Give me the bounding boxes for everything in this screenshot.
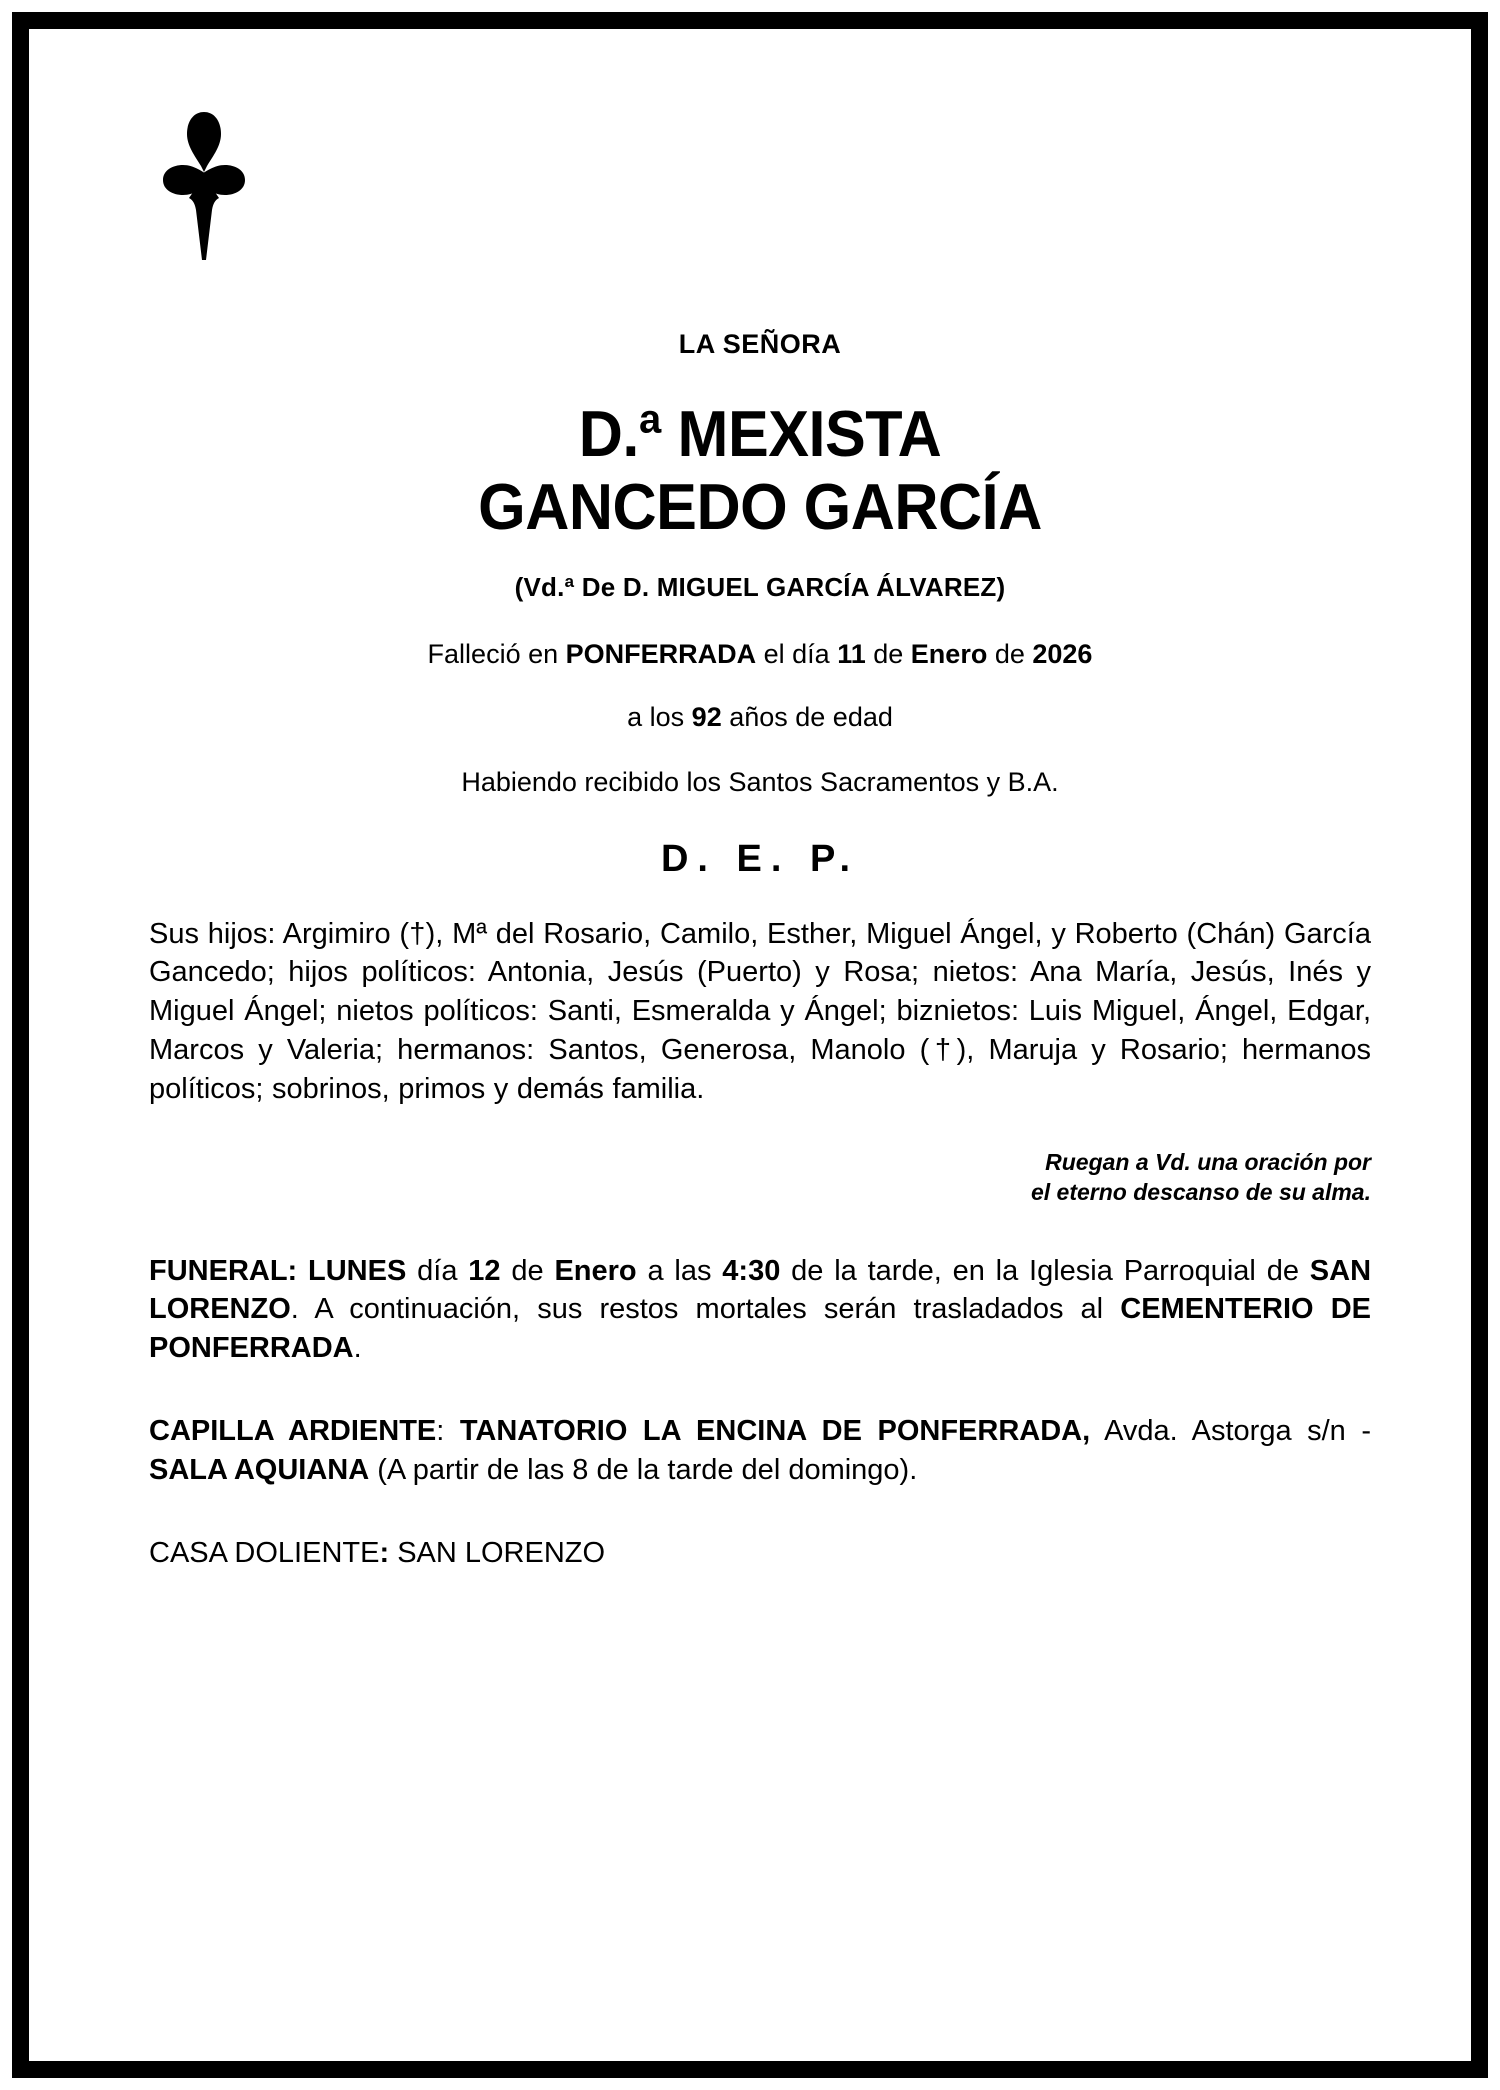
prayer-request (149, 1147, 1371, 1208)
death-month: Enero (910, 638, 988, 669)
wake-paragraph (149, 1412, 1371, 1490)
cross-of-santiago-icon (149, 104, 259, 264)
funeral-month: Enero (554, 1254, 637, 1287)
death-de-2: de (987, 638, 1033, 669)
age-prefix: a los (627, 701, 692, 732)
deceased-name-line-2: GANCEDO GARCÍA (478, 469, 1042, 543)
age-suffix: años de edad (721, 701, 893, 732)
age-value: 92 (691, 701, 722, 732)
death-day: 11 (837, 638, 866, 669)
page-border-frame (12, 12, 1488, 2078)
funeral-t1: día (406, 1254, 469, 1287)
family-paragraph: Sus hijos: Argimiro (†), Mª del Rosario, Camilo, Esther, Miguel Ángel, y Roberto (Chán) García Gancedo; hijos políticos: Antonia, Jesús (Puerto) y Rosa; nietos: Ana María, Jesús, Inés y Miguel Ángel; nietos políticos: Santi, Esmeralda y Ángel; biznietos: Luis Miguel, Ángel, Edgar, Marcos y Valeria; hermanos: Santos, Generosa, Manolo (†), Maruja y Rosario; hermanos políticos; sobrinos, primos y demás familia. (149, 917, 1371, 1106)
funeral-cemetery: CEMENTERIO DE PONFERRADA (149, 1293, 1371, 1365)
deceased-name-line-1: D.ª MEXISTA (578, 397, 942, 470)
mourning-house-value: SAN LORENZO (397, 1536, 606, 1569)
funeral-church: SAN LORENZO (149, 1254, 1372, 1326)
funeral-day: 12 (468, 1254, 501, 1287)
spouse-line: (Vd.ª De D. MIGUEL GARCÍA ÁLVAREZ) (514, 571, 1006, 602)
sacraments-line: Habiendo recibido los Santos Sacramentos y B.A. (461, 766, 1059, 797)
mourning-house-label: CASA DOLIENTE (149, 1536, 380, 1569)
page-inner (29, 29, 1471, 2061)
funeral-time: 4:30 (722, 1254, 781, 1287)
wake-t2: Avda. Astorga s/n - (1090, 1415, 1371, 1448)
eyebrow-label: LA SEÑORA (678, 329, 842, 359)
death-de-1: de (865, 638, 911, 669)
wake-venue: TANATORIO LA ENCINA DE PONFERRADA, (459, 1415, 1091, 1448)
funeral-t6: . (353, 1332, 362, 1365)
age-line (149, 702, 1371, 733)
deceased-name (186, 398, 1335, 544)
prayer-line-1: Ruegan a Vd. una oración por (1045, 1148, 1371, 1175)
dep-line: D. E. P. (660, 837, 860, 880)
wake-room: SALA AQUIANA (149, 1454, 370, 1487)
prayer-line-2: el eterno descanso de su alma. (1030, 1179, 1371, 1206)
death-year: 2026 (1032, 638, 1093, 669)
notice-content (149, 329, 1371, 1573)
funeral-t4: de la tarde, en la Iglesia Parroquial de (780, 1254, 1310, 1287)
funeral-label: FUNERAL: LUNES (149, 1254, 407, 1287)
death-mid: el día (756, 638, 838, 669)
mourning-house-line (149, 1534, 1371, 1573)
funeral-t5: . A continuación, sus restos mortales serán trasladados al (290, 1293, 1121, 1326)
mourning-house-sep: : (379, 1536, 398, 1569)
wake-t1: : (436, 1415, 460, 1448)
funeral-t3: a las (636, 1254, 723, 1287)
death-prefix: Falleció en (427, 638, 566, 669)
death-line (149, 639, 1371, 670)
death-place: PONFERRADA (565, 638, 757, 669)
funeral-paragraph (149, 1252, 1371, 1369)
wake-t3: (A partir de las 8 de la tarde del domingo). (369, 1454, 918, 1487)
funeral-t2: de (500, 1254, 555, 1287)
wake-label: CAPILLA ARDIENTE (149, 1415, 437, 1448)
